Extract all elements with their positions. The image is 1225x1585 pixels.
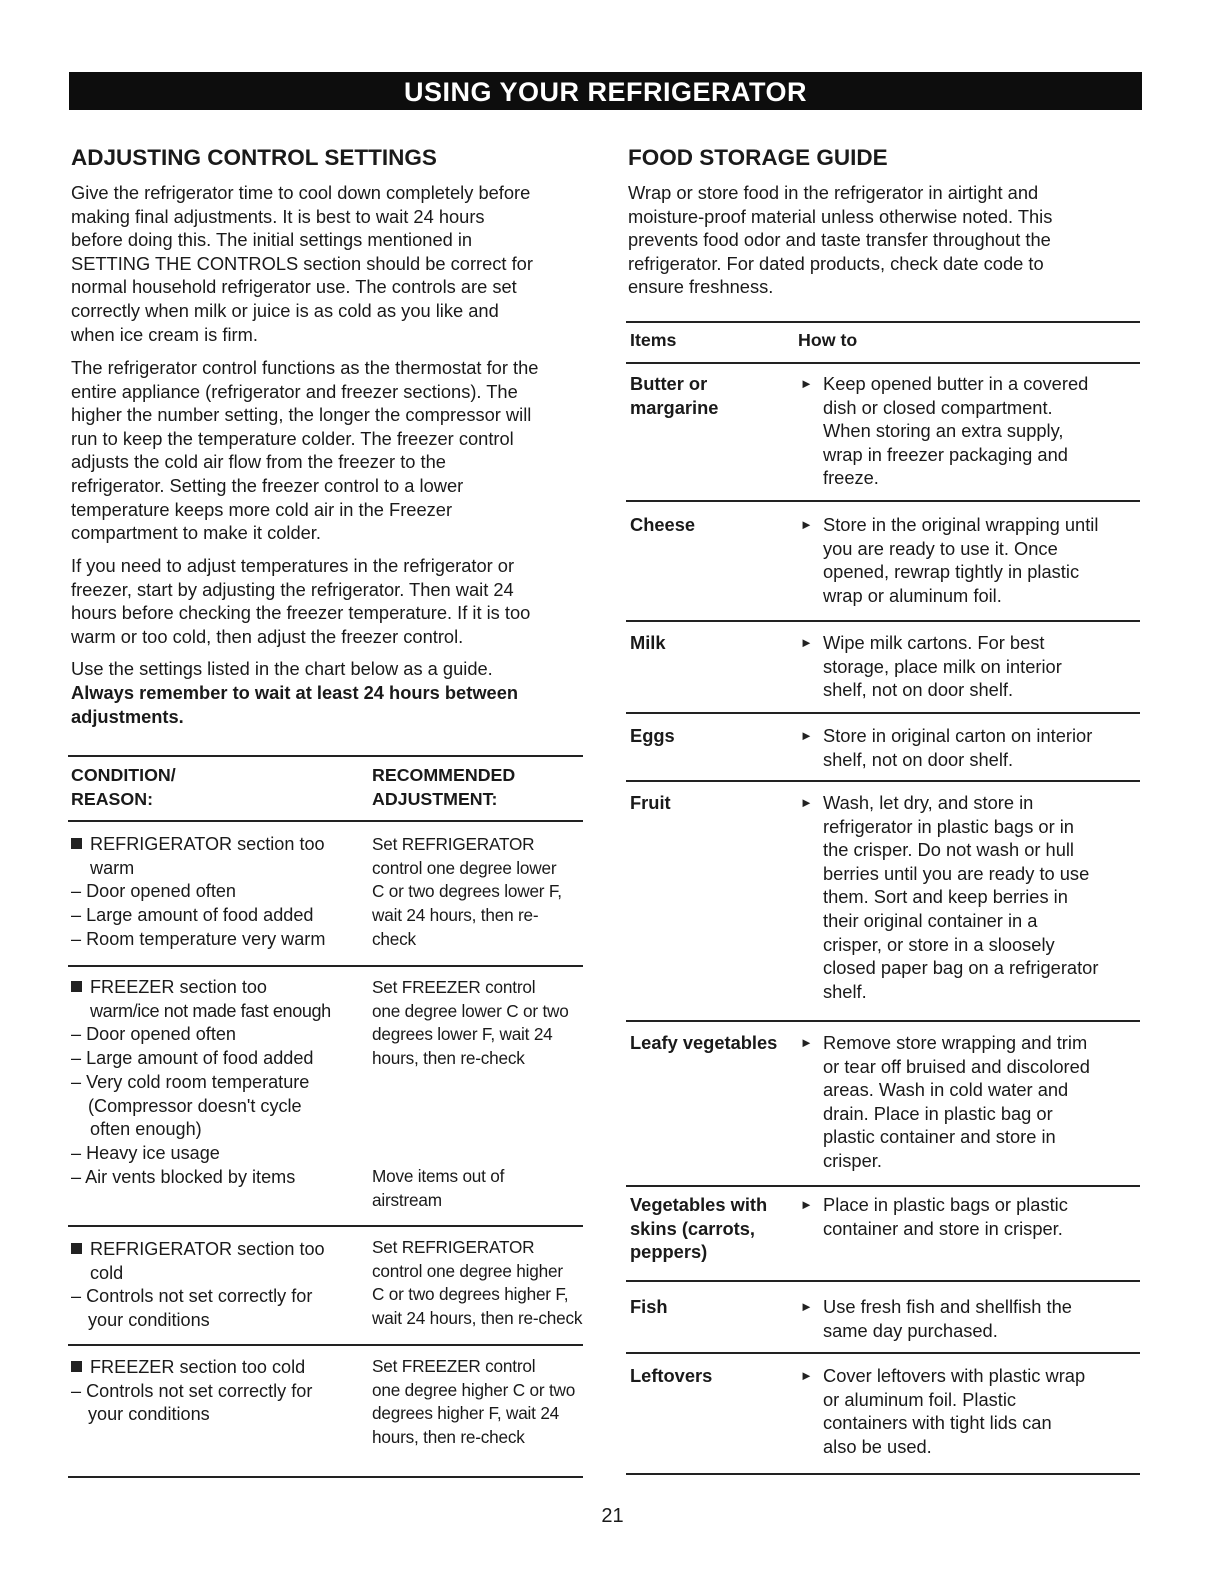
food-table-header-rule bbox=[626, 362, 1140, 364]
food-how-to-text: Cover leftovers with plastic wrap or aluminum foil. Plastic containers with tight lids can also be used. bbox=[823, 1365, 1086, 1457]
condition-header: CONDITION/ REASON: bbox=[71, 765, 176, 809]
arrow-bullet-icon: ► bbox=[800, 635, 813, 650]
food-how-to-text: Keep opened butter in a covered dish or closed compartment. When storing an extra supply, wrap in freezer packaging and freeze. bbox=[823, 373, 1089, 489]
food-item-name: Milk bbox=[630, 632, 666, 653]
food-how-to-text: Wash, let dry, and store in refrigerator in plastic bags or in the crisper. Do not wash or hull berries until you are ready to use them. Sort and keep berries in their original container in a crisper, or store in a sloosely closed paper bag on a refrigerator shelf. bbox=[823, 792, 1099, 1002]
table-row-adjustment: Set REFRIGERATOR control one degree higher C or two degrees higher F, wait 24 hours, then re-check bbox=[372, 1237, 583, 1329]
food-item-name: Cheese bbox=[630, 514, 696, 535]
arrow-bullet-icon: ► bbox=[800, 1035, 813, 1050]
table-row-rule bbox=[68, 1344, 583, 1346]
food-item-name: Vegetables with skins (carrots, peppers) bbox=[630, 1194, 768, 1263]
arrow-bullet-icon: ► bbox=[800, 795, 813, 810]
table-row-rule bbox=[68, 1225, 583, 1227]
food-how-to-text: Place in plastic bags or plastic container and store in crisper. bbox=[823, 1194, 1068, 1239]
adjusting-controls-heading: ADJUSTING CONTROL SETTINGS bbox=[71, 145, 437, 170]
food-storage-heading: FOOD STORAGE GUIDE bbox=[628, 145, 888, 170]
food-table-row-rule bbox=[626, 1280, 1140, 1282]
food-table-row-rule bbox=[626, 1020, 1140, 1022]
arrow-bullet-icon: ► bbox=[800, 1368, 813, 1383]
food-how-to-text: Wipe milk cartons. For best storage, place milk on interior shelf, not on door shelf. bbox=[823, 632, 1062, 701]
items-header: Items bbox=[630, 330, 677, 350]
section-banner: USING YOUR REFRIGERATOR bbox=[69, 72, 1142, 110]
food-table-row-rule bbox=[626, 1473, 1140, 1475]
square-bullet-icon bbox=[71, 1361, 82, 1372]
table-row-condition: REFRIGERATOR section too cold – Controls not set correctly for your conditions bbox=[71, 1239, 325, 1331]
arrow-bullet-icon: ► bbox=[800, 517, 813, 532]
food-table-row-rule bbox=[626, 620, 1140, 622]
table-header-rule bbox=[68, 820, 583, 822]
square-bullet-icon bbox=[71, 838, 82, 849]
arrow-bullet-icon: ► bbox=[800, 376, 813, 391]
food-table-row-rule bbox=[626, 1185, 1140, 1187]
adjust-temperatures-paragraph: If you need to adjust temperatures in the refrigerator or freezer, start by adjusting the refrigerator. Then wait 24 hours before checking the freezer temperature. If it is too warm or too cold, then adjust the freezer control. bbox=[71, 555, 531, 647]
table-row-condition: REFRIGERATOR section too warm – Door opened often – Large amount of food added – Room temperature very warm bbox=[71, 834, 326, 949]
table-row-rule bbox=[68, 965, 583, 967]
bold-note: Always remember to wait at least 24 hours between adjustments. bbox=[71, 682, 519, 727]
food-table-row-rule bbox=[626, 500, 1140, 502]
guide-paragraph: Use the settings listed in the chart below as a guide. bbox=[71, 658, 493, 679]
food-how-to-text: Store in the original wrapping until you are ready to use it. Once opened, rewrap tightly in plastic wrap or aluminum foil. bbox=[823, 514, 1099, 606]
arrow-bullet-icon: ► bbox=[800, 728, 813, 743]
table-row-adjustment: Set FREEZER control one degree higher C or two degrees higher F, wait 24 hours, then re-check bbox=[372, 1356, 576, 1448]
food-table-row-rule bbox=[626, 780, 1140, 782]
table-row-adjustment: Set FREEZER control one degree lower C or two degrees lower F, wait 24 hours, then re-check bbox=[372, 977, 569, 1069]
food-item-name: Fruit bbox=[630, 792, 671, 813]
adjustment-header: RECOMMENDED ADJUSTMENT: bbox=[372, 765, 516, 809]
table-bottom-rule bbox=[68, 1476, 583, 1478]
intro-paragraph: Give the refrigerator time to cool down completely before making final adjustments. It is best to wait 24 hours before doing this. The initial settings mentioned in SETTING THE CONTROLS section should be correct for normal household refrigerator use. The controls are set correctly when milk or juice is as cold as you like and when ice cream is firm. bbox=[71, 182, 533, 345]
food-item-name: Fish bbox=[630, 1296, 668, 1317]
thermostat-paragraph: The refrigerator control functions as the thermostat for the entire appliance (refrigerator and freezer sections). The higher the number setting, the longer the compressor will run to keep the temperature colder. The freezer control adjusts the cold air flow from the freezer to the refrigerator. Setting the freezer control to a lower temperature keeps more cold air in the Freezer compartment to make it colder. bbox=[71, 357, 539, 544]
table-row-condition: FREEZER section too cold – Controls not set correctly for your conditions bbox=[71, 1357, 313, 1425]
table-row-adjustment: Set REFRIGERATOR control one degree lower C or two degrees lower F, wait 24 hours, then re- check bbox=[372, 834, 562, 949]
food-item-name: Leftovers bbox=[630, 1365, 713, 1386]
food-how-to-text: Remove store wrapping and trim or tear off bruised and discolored areas. Wash in cold water and drain. Place in plastic bag or plastic container and store in crisper. bbox=[823, 1032, 1090, 1171]
square-bullet-icon bbox=[71, 1243, 82, 1254]
table-top-rule bbox=[68, 755, 583, 757]
food-table-row-rule bbox=[626, 1352, 1140, 1354]
table-row-condition: FREEZER section too warm/ice not made fast enough – Door opened often – Large amount of food added – Very cold room temperature (Compressor doesn't cycle often enough) – Heavy ice usage – Air vents blocked by items bbox=[71, 977, 331, 1187]
arrow-bullet-icon: ► bbox=[800, 1299, 813, 1314]
table-row-adjustment-secondary: Move items out of airstream bbox=[372, 1166, 505, 1210]
arrow-bullet-icon: ► bbox=[800, 1197, 813, 1212]
food-item-name: Butter or margarine bbox=[630, 373, 719, 418]
how-to-header: How to bbox=[798, 330, 858, 350]
square-bullet-icon bbox=[71, 981, 82, 992]
food-table-row-rule bbox=[626, 712, 1140, 714]
food-how-to-text: Use fresh fish and shellfish the same day purchased. bbox=[823, 1296, 1072, 1341]
food-storage-intro: Wrap or store food in the refrigerator in airtight and moisture-proof material unless otherwise noted. This prevents food odor and taste transfer throughout the refrigerator. For dated products, check date code to ensure freshness. bbox=[628, 182, 1053, 298]
food-how-to-text: Store in original carton on interior shelf, not on door shelf. bbox=[823, 725, 1093, 770]
food-item-name: Leafy vegetables bbox=[630, 1032, 778, 1053]
food-item-name: Eggs bbox=[630, 725, 675, 746]
food-table-top-rule bbox=[626, 321, 1140, 323]
page-number: 21 bbox=[601, 1505, 624, 1527]
